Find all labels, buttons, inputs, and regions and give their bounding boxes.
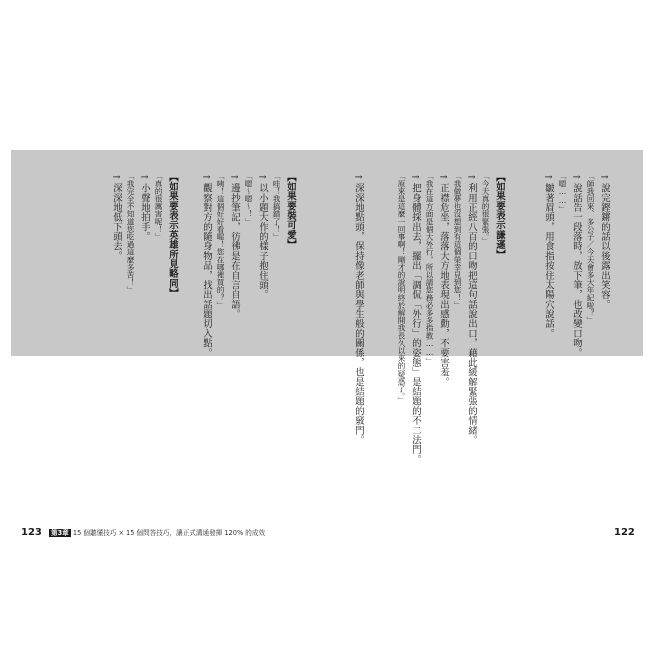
text-column: 「原來是這麼一回事啊！剛才的說明終於解開我長久以來的疑惑了。」 [397, 172, 406, 404]
text-column: →利用正經八百的口吻把這句話說出口，藉此緩解緊張的情緒。 [466, 172, 477, 445]
right-page-number: 122 [614, 527, 635, 538]
section-heading: 【如果要表示謙遜】 [494, 172, 505, 260]
text-column: 「師我回來、多公子／今天會多大年紀啦？」 [586, 172, 595, 324]
text-column: 「哇！我搞錯了！」 [272, 172, 281, 241]
text-column: 「我在這方面是個大外行，所以請您務必多多指教……」 [425, 172, 434, 365]
text-column: 「咦！這個好好看喔！您在哪裡買的？」 [216, 172, 225, 309]
text-column: 「今天真的很緊張。」 [481, 172, 490, 245]
running-header [49, 527, 265, 537]
running-title: 15 個聽懂技巧 × 15 個問答技巧，讓正式溝通發揮 120% 的成效 [72, 529, 266, 537]
text-column: 「嗯～嗯～！」 [244, 172, 253, 226]
text-column: →說話告一段落時，放下筆，也改變口吻。 [571, 172, 582, 358]
text-column: →觀察對方的隨身物品，找出話題切入點。 [201, 172, 212, 358]
left-page-number: 123 [21, 527, 42, 538]
text-column: →小聲地拍手。 [139, 172, 150, 242]
section-heading: 【如果要裝可愛】 [285, 172, 296, 250]
text-column: →說完鏗鏘的話以後露出笑容。 [599, 172, 610, 310]
text-column: →正襟危坐，落落大方地表現出感動，不要害羞。 [438, 172, 449, 387]
text-column: →皺著眉頭，用食指按住太陽穴說話。 [543, 172, 554, 339]
text-column: 「真的很厲害呢！」 [154, 172, 163, 241]
text-column: →深深地點頭，保持像老師與學生般的關係，也是結題的竅門。 [353, 172, 364, 445]
text-column: →以小題大作的樣子抱住頭。 [257, 172, 268, 300]
book-spread [11, 94, 643, 554]
text-column: 「嗯……」 [558, 172, 567, 213]
section-heading: 【如果要表示英雄所見略同】 [167, 172, 178, 298]
text-column: 「我做夢也沒想到有這個榮幸見到您！」 [453, 172, 462, 309]
text-column: →把身體採出去，擺出「調侃「外行」的姿態」是結題的不二法門。 [410, 172, 421, 465]
chapter-label: 第3章 [51, 529, 69, 537]
text-column: 「我完全不知道您吃過這麼多苦！」 [126, 172, 135, 294]
text-column: →深深地低下頭去。 [111, 172, 122, 261]
text-column: →邊抄筆記，彷彿是在自言自語。 [229, 172, 240, 319]
